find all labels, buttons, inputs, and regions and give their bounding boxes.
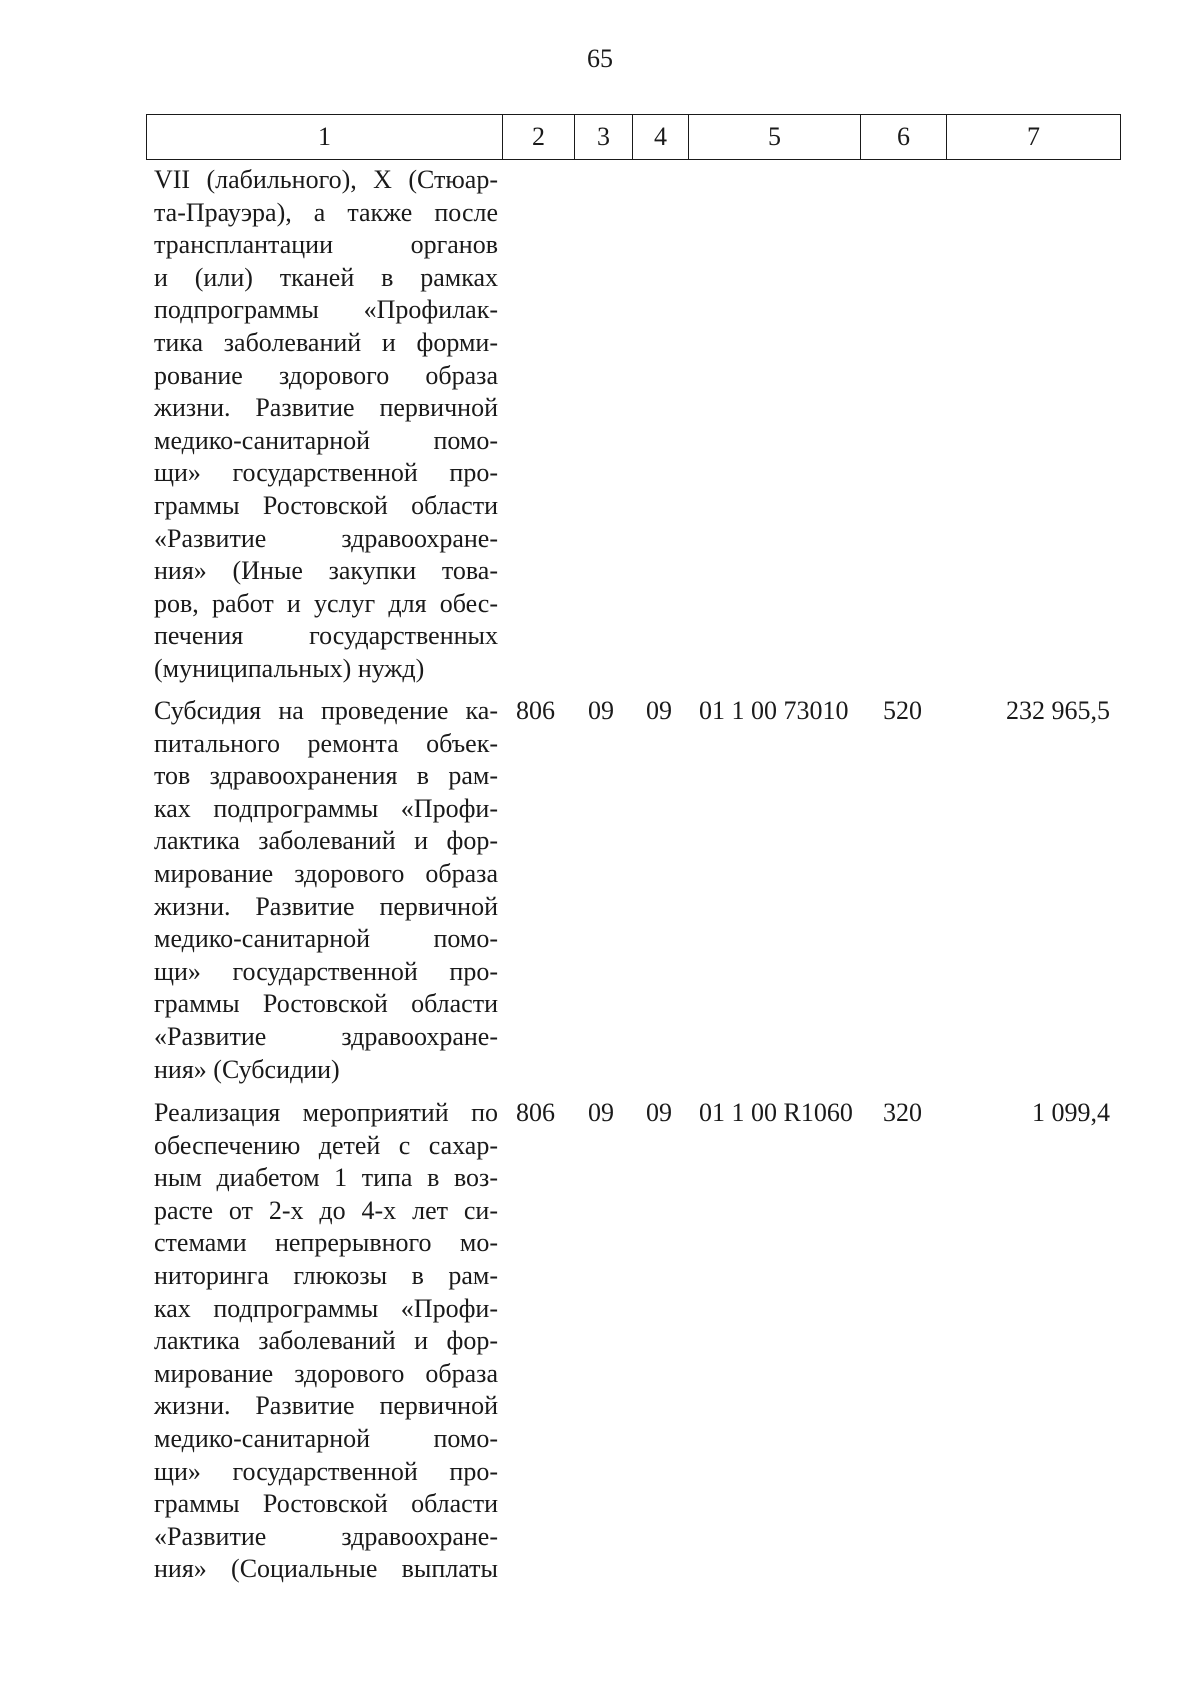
description-line: расте от 2-х до 4-х лет си- [154,1195,498,1225]
description-line: ках подпрограммы «Профи- [154,793,498,823]
description-line: печения государственных [154,621,498,651]
description-line: та-Прауэра), а также после [154,197,498,227]
page-number: 65 [587,44,613,73]
row-description [154,1097,498,1586]
row-description [154,164,498,686]
description-line: трансплантации органов [154,230,498,260]
description-line: «Развитие здравоохране- [154,1021,498,1051]
description-line: ния» (Иные закупки това- [154,556,498,586]
description-line: (муниципальных) нужд) [154,653,425,683]
description-line: медико-санитарной помо- [154,1423,498,1453]
description-line: «Развитие здравоохране- [154,1521,498,1551]
cell-target-article: 01 1 00 73010 [699,696,849,725]
cell-subsection: 09 [646,1098,672,1127]
column-header-1: 1 [147,115,503,160]
table-header [146,114,1121,160]
row-description [154,695,498,1086]
description-line: ния» (Субсидии) [154,1054,340,1084]
description-line: тов здравоохранения в рам- [154,761,498,791]
column-header-7: 7 [947,115,1121,160]
description-line: граммы Ростовской области [154,1489,498,1519]
description-line: питального ремонта объек- [154,728,498,758]
description-line: ным диабетом 1 типа в воз- [154,1163,498,1193]
description-line: медико-санитарной помо- [154,924,498,954]
description-line: медико-санитарной помо- [154,425,498,455]
column-header-5: 5 [689,115,861,160]
description-line: подпрограммы «Профилак- [154,295,498,325]
description-line: граммы Ростовской области [154,989,498,1019]
description-line: щи» государственной про- [154,1456,498,1486]
description-line: обеспечению детей с сахар- [154,1130,498,1160]
description-line: стемами непрерывного мо- [154,1228,498,1258]
description-line: мирование здорового образа [154,858,498,888]
description-line: щи» государственной про- [154,458,498,488]
description-line: мирование здорового образа [154,1358,498,1388]
cell-subsection: 09 [646,696,672,725]
cell-target-article: 01 1 00 R1060 [699,1098,853,1127]
cell-expense-type: 520 [883,696,922,725]
description-line: ниторинга глюкозы в рам- [154,1260,498,1290]
cell-amount: 1 099,4 [1032,1098,1110,1127]
description-line: Реализация мероприятий по [154,1098,498,1127]
cell-ministry-code: 806 [516,1098,555,1127]
description-line: щи» государственной про- [154,956,498,986]
description-line: ках подпрограммы «Профи- [154,1293,498,1323]
cell-ministry-code: 806 [516,696,555,725]
column-header-2: 2 [503,115,575,160]
description-line: рование здорового образа [154,360,498,390]
description-line: лактика заболеваний и фор- [154,1326,498,1356]
description-line: жизни. Развитие первичной [154,891,498,921]
cell-section: 09 [588,696,614,725]
description-line: жизни. Развитие первичной [154,1391,498,1421]
description-line: ров, работ и услуг для обес- [154,588,498,618]
column-header-6: 6 [861,115,947,160]
description-line: ния» (Социальные выплаты [154,1554,498,1584]
cell-expense-type: 320 [883,1098,922,1127]
description-line: тика заболеваний и форми- [154,327,498,357]
description-line: и (или) тканей в рамках [154,262,498,292]
cell-section: 09 [588,1098,614,1127]
column-header-3: 3 [575,115,633,160]
column-header-4: 4 [633,115,689,160]
description-line: лактика заболеваний и фор- [154,826,498,856]
description-line: жизни. Развитие первичной [154,393,498,423]
cell-amount: 232 965,5 [1006,696,1110,725]
description-line: VII (лабильного), X (Стюар- [154,165,498,194]
description-line: «Развитие здравоохране- [154,523,498,553]
description-line: граммы Ростовской области [154,490,498,520]
description-line: Субсидия на проведение ка- [154,696,498,725]
